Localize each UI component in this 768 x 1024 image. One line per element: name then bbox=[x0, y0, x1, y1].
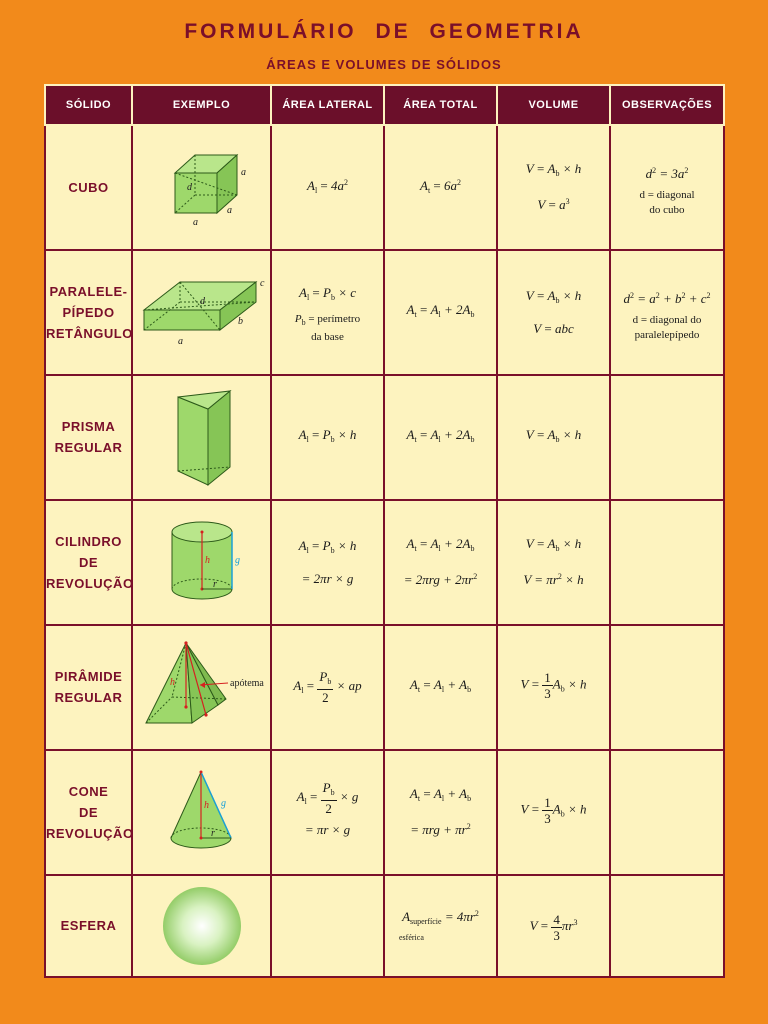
lateral-area-cell bbox=[271, 250, 384, 375]
note-text: d = diagonal do bbox=[632, 313, 702, 326]
solid-name-cell bbox=[45, 875, 132, 977]
pyramid-figure bbox=[136, 639, 268, 735]
lateral-area-cell bbox=[271, 500, 384, 625]
label-d: d bbox=[186, 182, 192, 194]
column-header: VOLUME bbox=[497, 85, 610, 125]
solid-name-cell bbox=[45, 500, 132, 625]
formula: $V = A_b \times h$ bbox=[525, 287, 582, 305]
label-r: r bbox=[212, 579, 217, 591]
volume-cell bbox=[497, 500, 610, 625]
example-cell bbox=[132, 250, 271, 375]
label-c: c bbox=[259, 278, 264, 290]
solid-name: PARALELE- bbox=[49, 283, 128, 299]
total-area-cell bbox=[384, 625, 497, 750]
solid-name: REGULAR bbox=[54, 440, 123, 456]
volume-cell bbox=[497, 250, 610, 375]
label-b: b bbox=[237, 316, 243, 328]
label-d: d bbox=[199, 296, 205, 308]
total-area-cell bbox=[384, 250, 497, 375]
label-g: g bbox=[220, 798, 226, 810]
table-row bbox=[45, 625, 724, 750]
table-row bbox=[45, 375, 724, 500]
example-cell bbox=[132, 625, 271, 750]
solid-name: REVOLUÇÃO bbox=[46, 825, 134, 841]
total-area-cell bbox=[384, 875, 497, 977]
solid-name: PIRÂMIDE bbox=[54, 669, 123, 685]
cone-figure bbox=[157, 766, 247, 858]
cube-figure bbox=[147, 147, 257, 227]
note-text: paralelepípedo bbox=[634, 328, 700, 341]
formula: $V = A_b \times h$ bbox=[525, 161, 582, 179]
notes-cell bbox=[610, 875, 724, 977]
label-apotema: apótema bbox=[229, 678, 264, 690]
solid-name: CUBO bbox=[68, 179, 109, 195]
label-g: g bbox=[234, 555, 240, 567]
formula: $d^2 = a^2 + b^2 + c^2$ bbox=[623, 290, 711, 306]
note-text: d = diagonal bbox=[639, 188, 695, 201]
formula: = 2πr × g bbox=[301, 570, 354, 586]
solid-name: DE bbox=[78, 804, 99, 820]
formula: $A_t = 6a^2$ bbox=[419, 178, 462, 196]
example-cell bbox=[132, 875, 271, 977]
formula: $A_{superfície} = 4\pi r^2$ bbox=[402, 909, 479, 927]
formula: $V = \pi r^2 \times h$ bbox=[523, 572, 584, 588]
formula: V = $\frac{1}{3}$ $A_b \times h$ bbox=[520, 670, 587, 702]
sphere-figure bbox=[159, 883, 245, 969]
solid-name-cell bbox=[45, 750, 132, 875]
solid-name-cell bbox=[45, 250, 132, 375]
formula: $A_t = A_l + A_b$ bbox=[409, 786, 472, 804]
solid-name: RETÂNGULO bbox=[46, 325, 133, 341]
notes-cell bbox=[610, 750, 724, 875]
total-area-cell bbox=[384, 750, 497, 875]
formula: $A_l = P_b \times h$ bbox=[298, 537, 357, 555]
formula: $A_l$ = $\frac{P_b}{2}$ × ap bbox=[293, 669, 362, 706]
formula: = $\pi rg + \pi r^2$ bbox=[410, 822, 471, 838]
formula: V = $\frac{1}{3}$ $A_b \times h$ bbox=[520, 795, 587, 827]
example-cell bbox=[132, 375, 271, 500]
column-header: EXEMPLO bbox=[132, 85, 271, 125]
lateral-area-cell bbox=[271, 875, 384, 977]
total-area-cell bbox=[384, 375, 497, 500]
formula: $A_t = A_l + A_b$ bbox=[409, 676, 472, 694]
formula: $A_t = A_l + 2A_b$ bbox=[406, 536, 475, 554]
volume-cell bbox=[497, 125, 610, 250]
solid-name: REVOLUÇÃO bbox=[46, 575, 134, 591]
total-area-cell bbox=[384, 125, 497, 250]
example-cell bbox=[132, 125, 271, 250]
column-header: OBSERVAÇÕES bbox=[610, 85, 724, 125]
notes-cell bbox=[610, 625, 724, 750]
formula: $A_t = A_l + 2A_b$ bbox=[406, 426, 475, 444]
formula: V = abc bbox=[533, 320, 574, 336]
notes-cell bbox=[610, 250, 724, 375]
example-cell bbox=[132, 750, 271, 875]
formula: $A_t = A_l + 2A_b$ bbox=[406, 301, 475, 319]
table-row bbox=[45, 750, 724, 875]
formula: $A_l = P_b \times c$ bbox=[298, 285, 357, 303]
table-row bbox=[45, 250, 724, 375]
solid-name-cell bbox=[45, 625, 132, 750]
formula-table bbox=[44, 84, 725, 978]
label-a: a bbox=[226, 205, 232, 217]
box-figure bbox=[136, 272, 268, 352]
table-row bbox=[45, 125, 724, 250]
formula: $V = A_b \times h$ bbox=[525, 536, 582, 554]
volume-cell bbox=[497, 875, 610, 977]
note-text: esférica bbox=[399, 933, 424, 943]
formula: $A_l = P_b \times h$ bbox=[298, 426, 357, 444]
lateral-area-cell bbox=[271, 375, 384, 500]
volume-cell bbox=[497, 750, 610, 875]
table-row bbox=[45, 500, 724, 625]
formula: = πr × g bbox=[304, 822, 351, 838]
solid-name: PRISMA bbox=[61, 419, 116, 435]
solid-name-cell bbox=[45, 375, 132, 500]
solid-name: DE bbox=[78, 554, 99, 570]
column-header: SÓLIDO bbox=[45, 85, 132, 125]
volume-cell bbox=[497, 625, 610, 750]
note-text: $P_b$ = perímetro bbox=[294, 313, 361, 328]
note-text: do cubo bbox=[649, 203, 685, 216]
label-h: h bbox=[169, 677, 175, 689]
formula: $A_l = 4a^2$ bbox=[306, 178, 349, 196]
label-a: a bbox=[177, 336, 183, 348]
label-h: h bbox=[204, 555, 210, 567]
formula: $d^2 = 3a^2$ bbox=[645, 165, 689, 181]
column-header: ÁREA LATERAL bbox=[271, 85, 384, 125]
solid-name: ESFERA bbox=[60, 918, 117, 934]
page-subtitle: ÁREAS E VOLUMES DE SÓLIDOS bbox=[266, 57, 502, 72]
label-a: a bbox=[240, 167, 246, 179]
solid-name-cell bbox=[45, 125, 132, 250]
total-area-cell bbox=[384, 500, 497, 625]
lateral-area-cell bbox=[271, 125, 384, 250]
prism-figure bbox=[162, 385, 242, 489]
table-header-row bbox=[45, 85, 724, 125]
cylinder-figure bbox=[157, 517, 247, 607]
notes-cell bbox=[610, 375, 724, 500]
label-r: r bbox=[210, 828, 215, 840]
formula: $A_l$ = $\frac{P_b}{2}$ × g bbox=[296, 780, 359, 817]
solid-name: CONE bbox=[68, 783, 109, 799]
example-cell bbox=[132, 500, 271, 625]
label-a: a bbox=[192, 217, 198, 228]
volume-cell bbox=[497, 375, 610, 500]
page-title: FORMULÁRIO DE GEOMETRIA bbox=[184, 20, 584, 43]
lateral-area-cell bbox=[271, 625, 384, 750]
notes-cell bbox=[610, 125, 724, 250]
label-h: h bbox=[203, 800, 209, 812]
formula: = $2\pi rg + 2\pi r^2$ bbox=[403, 572, 478, 588]
lateral-area-cell bbox=[271, 750, 384, 875]
formula: $V = a^3$ bbox=[537, 197, 570, 213]
solid-name: CILINDRO bbox=[55, 533, 122, 549]
note-text: da base bbox=[311, 331, 344, 344]
notes-cell bbox=[610, 500, 724, 625]
formula: $V = A_b \times h$ bbox=[525, 426, 582, 444]
solid-name: REGULAR bbox=[54, 690, 123, 706]
column-header: ÁREA TOTAL bbox=[384, 85, 497, 125]
formula: V = $\frac{4}{3}$ $\pi r^3$ bbox=[529, 911, 578, 943]
table-row bbox=[45, 875, 724, 977]
solid-name: PÍPEDO bbox=[62, 304, 115, 320]
